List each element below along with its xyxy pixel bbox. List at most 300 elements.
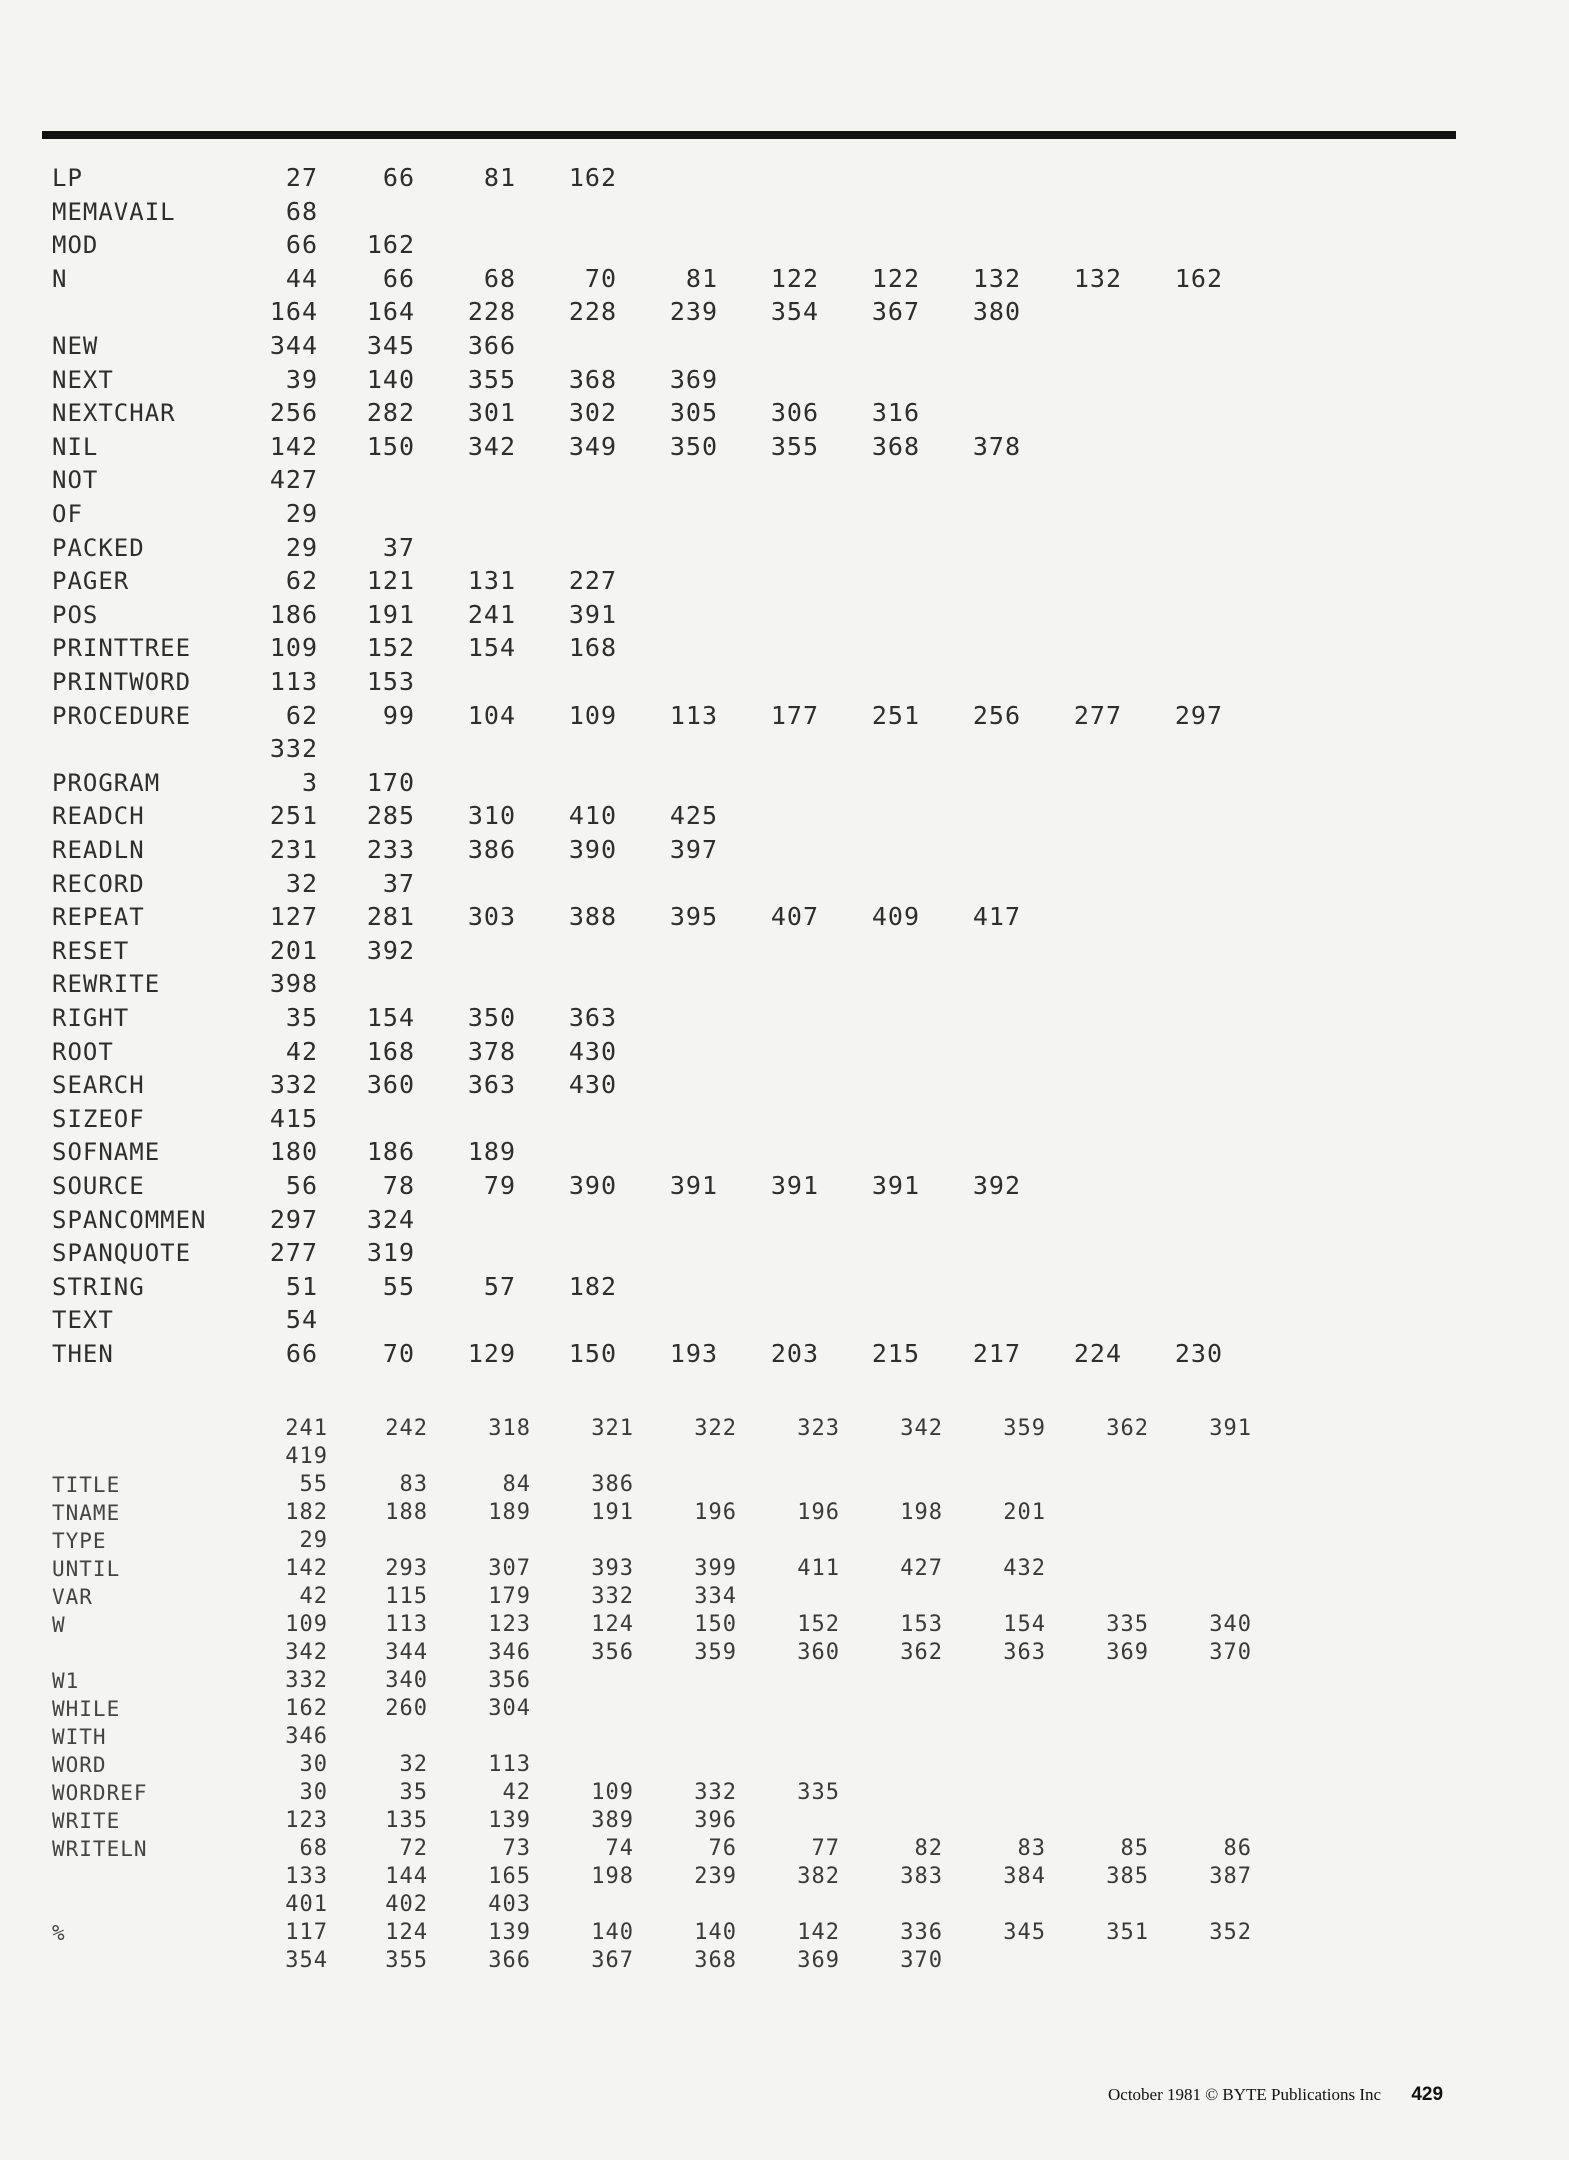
line-reference: 322 <box>694 1416 737 1441</box>
line-reference: 42 <box>285 1036 318 1066</box>
line-reference: 150 <box>694 1612 737 1637</box>
xref-row <box>0 1779 1569 1807</box>
identifier: ROOT <box>52 1037 114 1066</box>
xref-row <box>0 1499 1569 1527</box>
line-reference: 425 <box>669 801 718 831</box>
line-reference: 407 <box>770 902 819 932</box>
line-reference: 335 <box>1106 1612 1149 1637</box>
identifier: OF <box>52 500 83 528</box>
identifier: NIL <box>52 432 99 461</box>
line-reference: 228 <box>568 297 617 327</box>
line-reference: 368 <box>871 431 920 461</box>
line-reference: 324 <box>366 1204 415 1234</box>
line-reference: 307 <box>488 1556 531 1581</box>
line-reference: 153 <box>366 667 415 696</box>
line-reference: 68 <box>299 1836 328 1861</box>
line-reference: 382 <box>797 1864 840 1889</box>
line-reference: 129 <box>467 1339 516 1368</box>
identifier: PACKED <box>52 533 145 562</box>
line-reference: 55 <box>382 1271 415 1301</box>
line-reference: 30 <box>299 1752 328 1777</box>
line-reference: 380 <box>972 297 1021 327</box>
line-reference: 392 <box>972 1171 1021 1200</box>
line-reference: 231 <box>269 835 318 864</box>
line-reference: 109 <box>269 633 318 663</box>
page-footer <box>1108 2080 1528 2110</box>
line-reference: 153 <box>900 1612 943 1637</box>
line-reference: 81 <box>685 263 718 293</box>
line-reference: 285 <box>366 801 415 831</box>
line-reference: 332 <box>591 1584 634 1609</box>
identifier: POS <box>52 600 99 629</box>
line-reference: 122 <box>871 263 920 293</box>
line-reference: 154 <box>366 1003 415 1032</box>
line-reference: 362 <box>900 1640 943 1665</box>
identifier: NEW <box>52 332 99 360</box>
line-reference: 109 <box>285 1612 328 1637</box>
line-reference: 180 <box>269 1137 318 1167</box>
line-reference: 277 <box>1073 700 1122 730</box>
line-reference: 70 <box>382 1339 415 1368</box>
xref-row <box>0 1891 1569 1919</box>
line-reference: 432 <box>1003 1556 1046 1581</box>
line-reference: 177 <box>770 700 819 730</box>
line-reference: 256 <box>269 398 318 428</box>
line-reference: 340 <box>385 1668 428 1693</box>
line-reference: 132 <box>1073 263 1122 293</box>
line-reference: 32 <box>399 1752 428 1777</box>
line-reference: 170 <box>366 767 415 797</box>
line-reference: 35 <box>399 1780 428 1805</box>
identifier: PAGER <box>52 567 130 596</box>
line-reference: 198 <box>591 1864 634 1889</box>
line-reference: 239 <box>669 297 718 327</box>
line-reference: 389 <box>591 1808 634 1833</box>
line-reference: 135 <box>385 1808 428 1833</box>
line-reference: 62 <box>285 700 318 730</box>
identifier: TNAME <box>52 1501 121 1525</box>
line-reference: 241 <box>467 599 516 629</box>
identifier: LP <box>52 164 83 192</box>
identifier: RECORD <box>52 869 145 898</box>
identifier: NOT <box>52 466 99 495</box>
line-reference: 363 <box>467 1070 516 1100</box>
line-reference: 42 <box>502 1780 531 1805</box>
line-reference: 189 <box>467 1137 516 1167</box>
line-reference: 366 <box>488 1948 531 1973</box>
line-reference: 293 <box>385 1556 428 1581</box>
line-reference: 349 <box>568 431 617 461</box>
line-reference: 162 <box>1174 263 1223 293</box>
xref-row <box>0 1751 1569 1779</box>
identifier: SPANCOMMEN <box>52 1205 207 1234</box>
line-reference: 360 <box>797 1640 840 1665</box>
line-reference: 388 <box>568 902 617 932</box>
line-reference: 355 <box>770 431 819 461</box>
identifier: % <box>52 1921 66 1945</box>
identifier: N <box>52 264 68 293</box>
line-reference: 196 <box>797 1500 840 1525</box>
identifier: TITLE <box>52 1473 121 1497</box>
identifier: READCH <box>52 802 145 831</box>
line-reference: 427 <box>269 465 318 495</box>
line-reference: 390 <box>568 835 617 864</box>
line-reference: 44 <box>285 263 318 293</box>
line-reference: 152 <box>366 633 415 663</box>
identifier: WITH <box>52 1725 107 1749</box>
line-reference: 392 <box>366 935 415 965</box>
line-reference: 387 <box>1209 1864 1252 1889</box>
line-reference: 133 <box>285 1864 328 1889</box>
line-reference: 109 <box>591 1780 634 1805</box>
page-number: 429 <box>1411 2084 1444 2105</box>
line-reference: 351 <box>1106 1920 1149 1945</box>
line-reference: 104 <box>467 700 516 730</box>
line-reference: 142 <box>797 1920 840 1945</box>
line-reference: 340 <box>1209 1612 1252 1637</box>
line-reference: 344 <box>269 331 318 360</box>
xref-row <box>0 1667 1569 1695</box>
line-reference: 168 <box>366 1036 415 1066</box>
line-reference: 51 <box>285 1271 318 1301</box>
line-reference: 363 <box>1003 1640 1046 1665</box>
line-reference: 355 <box>385 1948 428 1973</box>
line-reference: 32 <box>285 868 318 898</box>
line-reference: 29 <box>285 499 318 528</box>
line-reference: 369 <box>669 364 718 394</box>
identifier: TEXT <box>52 1306 114 1335</box>
line-reference: 99 <box>382 700 415 730</box>
line-reference: 346 <box>488 1640 531 1665</box>
line-reference: 359 <box>1003 1416 1046 1441</box>
line-reference: 162 <box>568 163 617 192</box>
line-reference: 113 <box>385 1612 428 1637</box>
line-reference: 198 <box>900 1500 943 1525</box>
identifier: RIGHT <box>52 1004 130 1032</box>
line-reference: 201 <box>269 935 318 965</box>
line-reference: 142 <box>269 431 318 461</box>
line-reference: 319 <box>366 1238 415 1268</box>
line-reference: 168 <box>568 633 617 663</box>
line-reference: 86 <box>1223 1836 1252 1861</box>
xref-row <box>0 1527 1569 1555</box>
line-reference: 144 <box>385 1864 428 1889</box>
line-reference: 189 <box>488 1500 531 1525</box>
line-reference: 62 <box>285 566 318 596</box>
xref-row <box>0 1415 1569 1443</box>
identifier: WRITE <box>52 1809 121 1833</box>
xref-row <box>0 1639 1569 1667</box>
line-reference: 66 <box>285 230 318 260</box>
line-reference: 332 <box>269 1070 318 1100</box>
xref-row <box>0 1555 1569 1583</box>
identifier: REWRITE <box>52 970 161 999</box>
line-reference: 401 <box>285 1892 328 1917</box>
line-reference: 359 <box>694 1640 737 1665</box>
line-reference: 117 <box>285 1920 328 1945</box>
line-reference: 81 <box>483 163 516 192</box>
identifier: SPANQUOTE <box>52 1239 192 1268</box>
identifier: SEARCH <box>52 1071 145 1100</box>
line-reference: 3 <box>301 767 318 797</box>
line-reference: 179 <box>488 1584 531 1609</box>
line-reference: 140 <box>694 1920 737 1945</box>
line-reference: 323 <box>797 1416 840 1441</box>
line-reference: 383 <box>900 1864 943 1889</box>
line-reference: 124 <box>591 1612 634 1637</box>
line-reference: 256 <box>972 700 1021 730</box>
line-reference: 306 <box>770 398 819 428</box>
line-reference: 37 <box>382 532 415 562</box>
identifier: MOD <box>52 231 99 260</box>
identifier: STRING <box>52 1272 145 1301</box>
line-reference: 430 <box>568 1036 617 1066</box>
line-reference: 68 <box>483 263 516 293</box>
line-reference: 396 <box>694 1808 737 1833</box>
line-reference: 154 <box>467 633 516 663</box>
identifier: PRINTTREE <box>52 634 192 663</box>
line-reference: 162 <box>285 1696 328 1721</box>
xref-row <box>0 1471 1569 1499</box>
identifier: TYPE <box>52 1529 107 1553</box>
identifier: VAR <box>52 1585 93 1609</box>
line-reference: 378 <box>972 431 1021 461</box>
line-reference: 70 <box>584 263 617 293</box>
line-reference: 193 <box>669 1339 718 1368</box>
line-reference: 391 <box>669 1171 718 1200</box>
line-reference: 182 <box>285 1500 328 1525</box>
line-reference: 139 <box>488 1808 531 1833</box>
line-reference: 29 <box>299 1528 328 1553</box>
line-reference: 239 <box>694 1864 737 1889</box>
xref-row <box>0 1835 1569 1863</box>
identifier: NEXTCHAR <box>52 399 176 428</box>
line-reference: 260 <box>385 1696 428 1721</box>
line-reference: 385 <box>1106 1864 1149 1889</box>
line-reference: 203 <box>770 1339 819 1368</box>
identifier: WORDREF <box>52 1781 148 1805</box>
line-reference: 113 <box>488 1752 531 1777</box>
line-reference: 123 <box>285 1808 328 1833</box>
line-reference: 368 <box>568 364 617 394</box>
footer-credit: October 1981 © BYTE Publications Inc <box>1108 2085 1382 2104</box>
line-reference: 122 <box>770 263 819 293</box>
line-reference: 56 <box>285 1171 318 1200</box>
line-reference: 115 <box>385 1584 428 1609</box>
xref-row <box>0 1583 1569 1611</box>
line-reference: 131 <box>467 566 516 596</box>
line-reference: 251 <box>269 801 318 831</box>
line-reference: 397 <box>669 835 718 864</box>
line-reference: 29 <box>285 532 318 562</box>
line-reference: 57 <box>483 1271 516 1301</box>
line-reference: 352 <box>1209 1920 1252 1945</box>
line-reference: 336 <box>900 1920 943 1945</box>
line-reference: 39 <box>285 364 318 394</box>
line-reference: 398 <box>269 969 318 999</box>
line-reference: 391 <box>871 1171 920 1200</box>
line-reference: 68 <box>285 196 318 226</box>
line-reference: 410 <box>568 801 617 831</box>
line-reference: 368 <box>694 1948 737 1973</box>
line-reference: 427 <box>900 1556 943 1581</box>
identifier: UNTIL <box>52 1557 121 1581</box>
line-reference: 165 <box>488 1864 531 1889</box>
line-reference: 74 <box>605 1836 634 1861</box>
identifier: WRITELN <box>52 1837 148 1861</box>
line-reference: 332 <box>285 1668 328 1693</box>
line-reference: 342 <box>285 1640 328 1665</box>
line-reference: 150 <box>568 1339 617 1368</box>
line-reference: 277 <box>269 1238 318 1268</box>
line-reference: 140 <box>366 364 415 394</box>
line-reference: 355 <box>467 364 516 394</box>
line-reference: 152 <box>797 1612 840 1637</box>
line-reference: 370 <box>900 1948 943 1973</box>
line-reference: 42 <box>299 1584 328 1609</box>
identifier: WHILE <box>52 1697 121 1721</box>
line-reference: 251 <box>871 700 920 730</box>
line-reference: 390 <box>568 1171 617 1200</box>
line-reference: 344 <box>385 1640 428 1665</box>
line-reference: 409 <box>871 902 920 932</box>
line-reference: 201 <box>1003 1500 1046 1525</box>
line-reference: 78 <box>382 1171 415 1200</box>
line-reference: 350 <box>669 431 718 461</box>
xref-row <box>0 1611 1569 1639</box>
line-reference: 350 <box>467 1003 516 1032</box>
line-reference: 83 <box>399 1472 428 1497</box>
identifier: READLN <box>52 836 145 864</box>
line-reference: 384 <box>1003 1864 1046 1889</box>
line-reference: 335 <box>797 1780 840 1805</box>
identifier: RESET <box>52 936 130 965</box>
line-reference: 367 <box>591 1948 634 1973</box>
line-reference: 83 <box>1017 1836 1046 1861</box>
line-reference: 362 <box>1106 1416 1149 1441</box>
line-reference: 113 <box>269 667 318 696</box>
line-reference: 241 <box>285 1416 328 1441</box>
line-reference: 360 <box>366 1070 415 1100</box>
line-reference: 230 <box>1174 1339 1223 1368</box>
line-reference: 84 <box>502 1472 531 1497</box>
line-reference: 301 <box>467 398 516 428</box>
line-reference: 37 <box>382 868 415 898</box>
line-reference: 430 <box>568 1070 617 1100</box>
line-reference: 302 <box>568 398 617 428</box>
line-reference: 127 <box>269 902 318 932</box>
line-reference: 334 <box>694 1584 737 1609</box>
line-reference: 332 <box>694 1780 737 1805</box>
line-reference: 342 <box>467 431 516 461</box>
identifier: WORD <box>52 1753 107 1777</box>
line-reference: 367 <box>871 297 920 327</box>
line-reference: 304 <box>488 1696 531 1721</box>
line-reference: 399 <box>694 1556 737 1581</box>
identifier: PROGRAM <box>52 768 161 797</box>
line-reference: 55 <box>299 1472 328 1497</box>
line-reference: 76 <box>708 1836 737 1861</box>
line-reference: 281 <box>366 902 415 932</box>
line-reference: 85 <box>1120 1836 1149 1861</box>
line-reference: 386 <box>591 1472 634 1497</box>
identifier: PRINTWORD <box>52 668 192 696</box>
line-reference: 196 <box>694 1500 737 1525</box>
line-reference: 35 <box>285 1003 318 1032</box>
line-reference: 354 <box>770 297 819 327</box>
xref-row <box>0 1919 1569 1947</box>
line-reference: 297 <box>269 1204 318 1234</box>
line-reference: 305 <box>669 398 718 428</box>
line-reference: 391 <box>1209 1416 1252 1441</box>
line-reference: 366 <box>467 331 516 360</box>
line-reference: 66 <box>382 163 415 192</box>
line-reference: 139 <box>488 1920 531 1945</box>
line-reference: 121 <box>366 566 415 596</box>
line-reference: 164 <box>366 297 415 327</box>
line-reference: 345 <box>366 331 415 360</box>
line-reference: 395 <box>669 902 718 932</box>
identifier: W1 <box>52 1669 80 1693</box>
line-reference: 186 <box>269 599 318 629</box>
line-reference: 393 <box>591 1556 634 1581</box>
xref-row <box>0 1863 1569 1891</box>
line-reference: 191 <box>591 1500 634 1525</box>
identifier: SIZEOF <box>52 1104 145 1133</box>
identifier: W <box>52 1613 66 1637</box>
identifier: THEN <box>52 1340 114 1368</box>
identifier: PROCEDURE <box>52 701 192 730</box>
identifier: SOURCE <box>52 1172 145 1200</box>
line-reference: 346 <box>285 1724 328 1749</box>
line-reference: 391 <box>568 599 617 629</box>
line-reference: 215 <box>871 1339 920 1368</box>
line-reference: 363 <box>568 1003 617 1032</box>
line-reference: 378 <box>467 1036 516 1066</box>
line-reference: 66 <box>285 1339 318 1368</box>
line-reference: 113 <box>669 700 718 730</box>
line-reference: 402 <box>385 1892 428 1917</box>
line-reference: 391 <box>770 1171 819 1200</box>
line-reference: 188 <box>385 1500 428 1525</box>
line-reference: 154 <box>1003 1612 1046 1637</box>
line-reference: 316 <box>871 398 920 428</box>
line-reference: 369 <box>797 1948 840 1973</box>
line-reference: 132 <box>972 263 1021 293</box>
line-reference: 150 <box>366 431 415 461</box>
line-reference: 54 <box>285 1305 318 1335</box>
line-reference: 310 <box>467 801 516 831</box>
line-reference: 162 <box>366 230 415 260</box>
line-reference: 411 <box>797 1556 840 1581</box>
line-reference: 345 <box>1003 1920 1046 1945</box>
xref-row <box>0 1947 1569 1975</box>
line-reference: 303 <box>467 902 516 932</box>
line-reference: 182 <box>568 1271 617 1301</box>
line-reference: 386 <box>467 835 516 864</box>
line-reference: 109 <box>568 700 617 730</box>
line-reference: 282 <box>366 398 415 428</box>
line-reference: 191 <box>366 599 415 629</box>
line-reference: 124 <box>385 1920 428 1945</box>
xref-row <box>0 1723 1569 1751</box>
xref-row <box>0 1695 1569 1723</box>
line-reference: 356 <box>488 1668 531 1693</box>
line-reference: 297 <box>1174 700 1223 730</box>
line-reference: 415 <box>269 1103 318 1133</box>
line-reference: 82 <box>914 1836 943 1861</box>
line-reference: 27 <box>285 163 318 192</box>
